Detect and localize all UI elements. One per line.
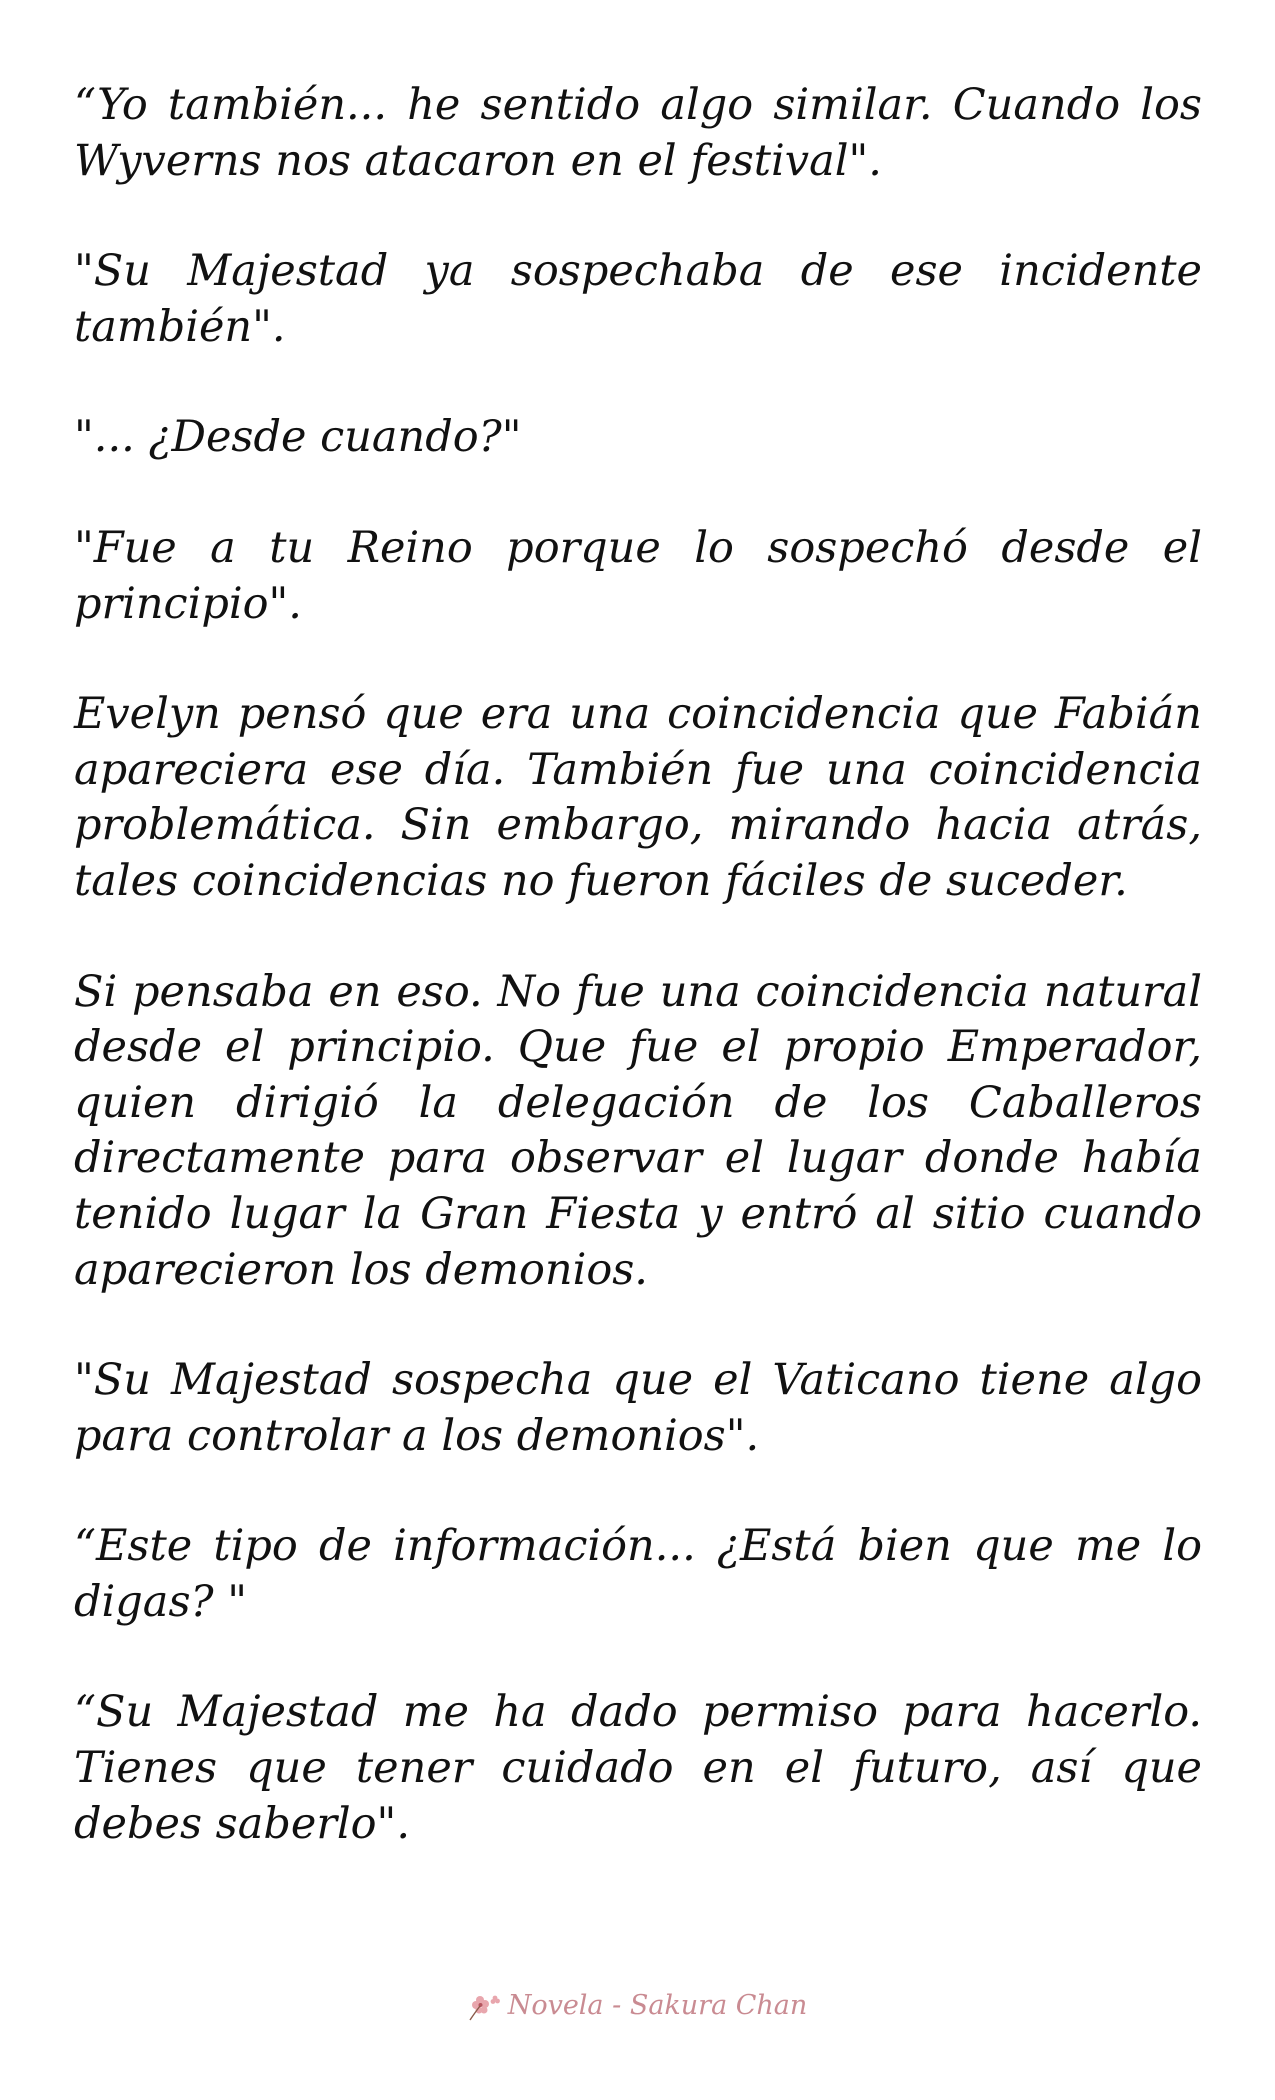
paragraph: “Su Majestad me ha dado permiso para hacerlo. Tienes que tener cuidado en el futuro, así que debes saberlo". xyxy=(74,1687,1202,1849)
document-body xyxy=(74,78,1202,1907)
paragraph: “Este tipo de información... ¿Está bien que me lo digas? " xyxy=(74,1521,1202,1627)
cherry-blossom-icon xyxy=(468,1992,502,2022)
paragraph: “Yo también... he sentido algo similar. Cuando los Wyverns nos atacaron en el festival". xyxy=(74,80,1202,186)
footer-text: Novela - Sakura Chan xyxy=(507,1990,808,2021)
paragraph: "Fue a tu Reino porque lo sospechó desde el principio". xyxy=(74,522,1202,629)
paragraph: Si pensaba en eso. No fue una coincidencia natural desde el principio. Que fue el propio Emperador, quien dirigió la delegación de los Caballeros directamente para observar el lugar donde había tenido lugar la Gran Fiesta y entró al sitio cuando aparecieron los demonios. xyxy=(74,966,1202,1295)
paragraph: "Su Majestad sospecha que el Vaticano tiene algo para controlar a los demonios". xyxy=(74,1355,1202,1461)
paragraph: "Su Majestad ya sospechaba de ese incidente también". xyxy=(74,246,1202,352)
watermark-footer xyxy=(0,1990,1275,2022)
paragraph: Evelyn pensó que era una coincidencia que Fabián apareciera ese día. También fue una coincidencia problemática. Sin embargo, mirando hacia atrás, tales coincidencias no fueron fáciles de suceder. xyxy=(74,689,1202,906)
paragraph: "... ¿Desde cuando?" xyxy=(74,412,522,463)
